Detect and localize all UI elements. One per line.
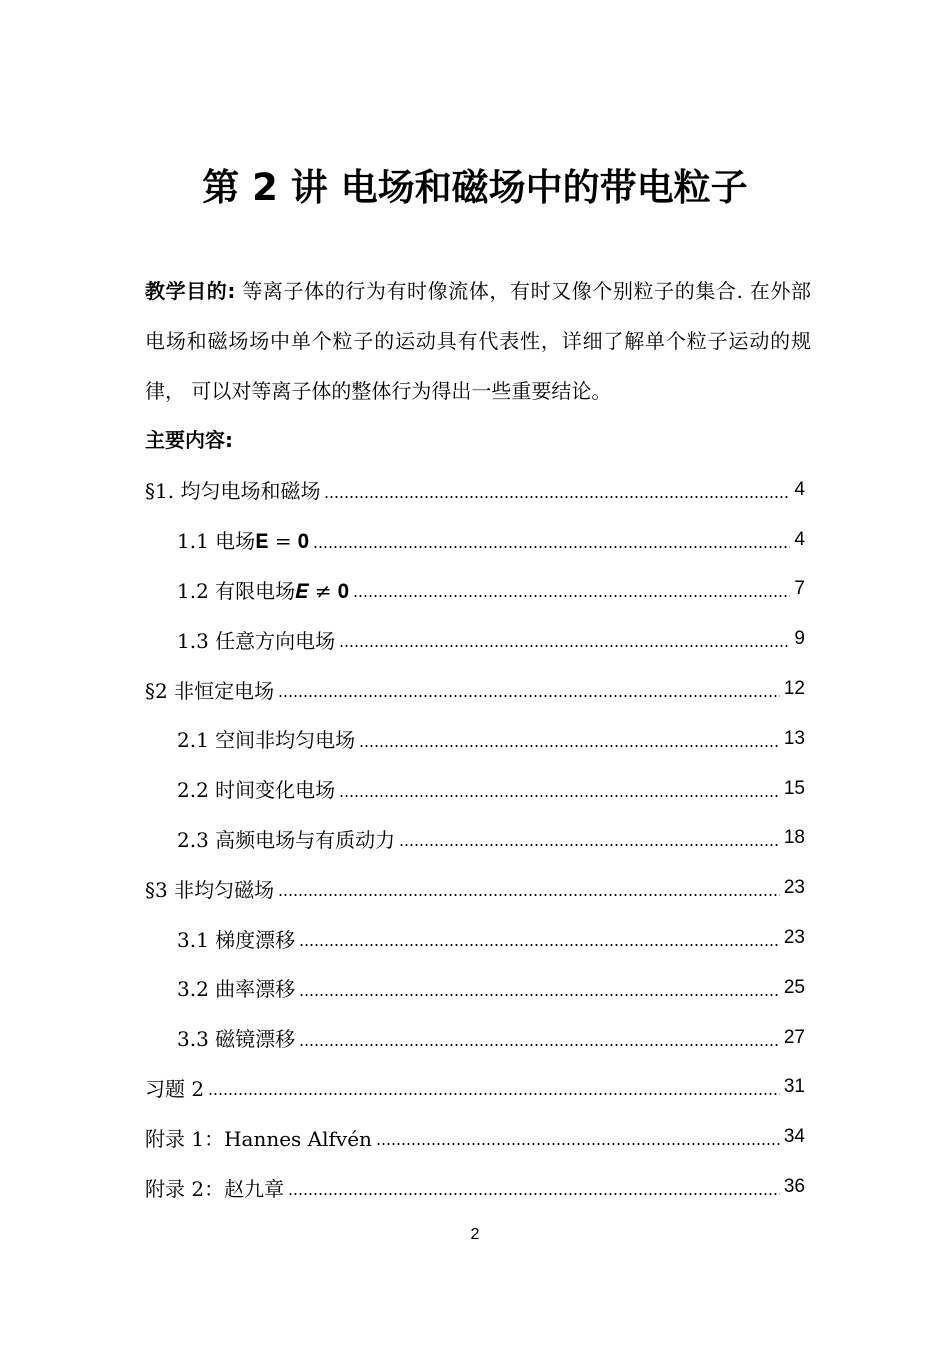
objective-text: 等离子体的行为有时像流体，有时又像个别粒子的集合. 在外部电场和磁场场中单个粒子的运动具有代表性，详细了解单个粒子运动的规律， 可以对等离子体的整体行为得出一些重要结论。 — [145, 279, 812, 403]
toc-dot-leader — [324, 496, 790, 498]
toc-entry[interactable] — [145, 664, 805, 714]
toc-entry-label: 1.3 任意方向电场 — [177, 628, 336, 653]
toc-dot-leader — [339, 645, 790, 647]
toc-dot-leader — [208, 1093, 780, 1095]
toc-entry-label: 3.1 梯度漂移 — [177, 927, 296, 952]
toc-entry-page: 13 — [783, 727, 805, 749]
toc-entry-label: 附录 1：Hannes Alfvén — [145, 1126, 372, 1151]
page-number: 2 — [470, 1226, 480, 1243]
toc-entry-label: 习题 2 — [145, 1076, 205, 1101]
toc-entry-page: 7 — [794, 578, 805, 600]
toc-entry-page: 12 — [783, 678, 805, 700]
toc-entry-page: 23 — [783, 877, 805, 899]
toc-dot-leader — [339, 795, 780, 797]
toc-entry[interactable] — [145, 863, 805, 913]
page-title: 第 2 讲 电场和磁场中的带电粒子 — [202, 166, 748, 209]
toc-entry-page: 31 — [783, 1076, 805, 1098]
toc-entry-page: 27 — [783, 1026, 805, 1048]
toc-entry[interactable] — [177, 614, 805, 664]
toc-dot-leader — [299, 994, 780, 996]
toc-entry-page: 4 — [794, 478, 805, 500]
toc-dot-leader — [278, 894, 780, 896]
toc-dot-leader — [399, 844, 780, 846]
toc-entry[interactable] — [177, 515, 805, 565]
toc-entry-page: 36 — [783, 1176, 805, 1198]
toc-entry[interactable] — [145, 465, 805, 515]
toc-entry[interactable] — [177, 814, 805, 864]
toc-entry-label: 2.1 空间非均匀电场 — [177, 728, 356, 753]
toc-entry-label: §1. 均匀电场和磁场 — [145, 479, 321, 504]
toc-entry-label: §2 非恒定电场 — [145, 678, 275, 703]
toc-entry-label: 3.2 曲率漂移 — [177, 977, 296, 1002]
toc-entry-label: 1.1 电场𝐄 = 𝟎 — [177, 529, 310, 554]
toc-entry[interactable] — [177, 565, 805, 615]
toc-entry[interactable] — [177, 1013, 805, 1063]
toc-entry[interactable] — [177, 714, 805, 764]
toc-entry-label: 1.2 有限电场𝑬 ≠ 𝟎 — [177, 578, 350, 603]
toc-entry-page: 4 — [794, 528, 805, 550]
toc-entry-page: 15 — [783, 777, 805, 799]
toc-entry-page: 23 — [783, 927, 805, 949]
toc-entry-page: 34 — [783, 1126, 805, 1148]
toc-dot-leader — [288, 1193, 780, 1195]
toc-entry-page: 25 — [783, 976, 805, 998]
toc-dot-leader — [278, 695, 780, 697]
toc-entry[interactable] — [177, 913, 805, 963]
objective-lead: 教学目的: — [145, 279, 236, 303]
toc-entry-label: §3 非均匀磁场 — [145, 877, 275, 902]
toc-entry-page: 18 — [783, 827, 805, 849]
toc-entry-label: 2.2 时间变化电场 — [177, 778, 336, 803]
toc-dot-leader — [299, 944, 780, 946]
toc-dot-leader — [359, 745, 780, 747]
toc-entry[interactable] — [145, 1063, 805, 1113]
toc-dot-leader — [313, 546, 790, 548]
toc-entry[interactable] — [145, 1162, 805, 1212]
table-of-contents — [0, 465, 950, 1212]
toc-entry[interactable] — [145, 1112, 805, 1162]
contents-heading: 主要内容: — [145, 428, 233, 452]
toc-dot-leader — [376, 1143, 780, 1145]
teaching-objective — [145, 266, 811, 416]
toc-dot-leader — [353, 595, 790, 597]
toc-dot-leader — [299, 1044, 780, 1046]
toc-entry[interactable] — [177, 963, 805, 1013]
toc-entry[interactable] — [177, 764, 805, 814]
toc-entry-label: 附录 2：赵九章 — [145, 1176, 285, 1201]
toc-entry-page: 9 — [794, 628, 805, 650]
toc-entry-label: 3.3 磁镜漂移 — [177, 1027, 296, 1052]
toc-entry-label: 2.3 高频电场与有质动力 — [177, 827, 396, 852]
